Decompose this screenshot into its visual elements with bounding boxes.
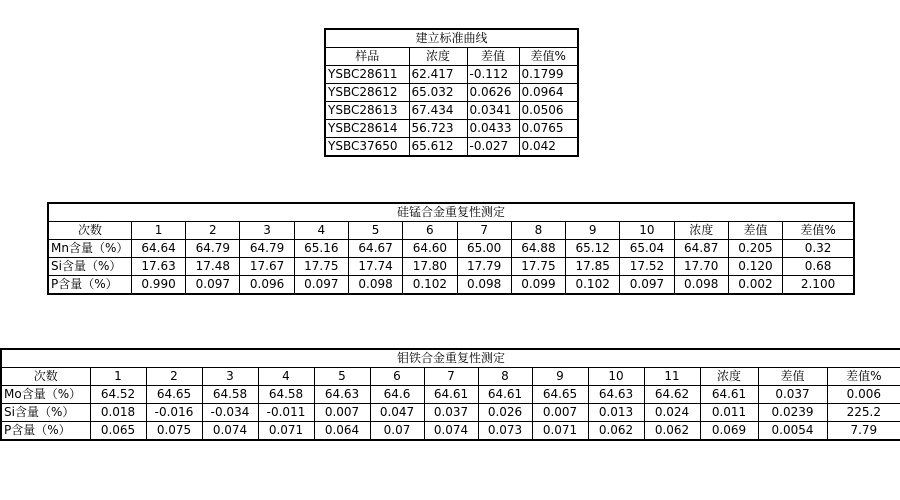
table-cell: 0.0433: [467, 120, 519, 138]
table-cell: 0.0341: [467, 102, 519, 120]
table-cell: 64.65: [146, 386, 202, 404]
table-cell: 0.062: [588, 422, 644, 441]
simn-repeatability-table: [47, 202, 855, 295]
table-cell: -0.016: [146, 404, 202, 422]
header-cell: 7: [424, 368, 478, 386]
table-row: [325, 138, 578, 157]
header-cell: 11: [644, 368, 700, 386]
table-cell: 0.68: [783, 258, 854, 276]
table-cell: 0.0626: [467, 84, 519, 102]
table-cell: 0.990: [131, 276, 185, 295]
header-cell: 10: [620, 222, 674, 240]
header-cell: 1: [90, 368, 146, 386]
header-cell: 9: [532, 368, 588, 386]
table-cell: -0.011: [258, 404, 314, 422]
table-cell: 0.037: [758, 386, 827, 404]
table-cell: 0.0964: [519, 84, 578, 102]
table-cell: 0.0054: [758, 422, 827, 441]
table-cell: 0.047: [370, 404, 424, 422]
table-cell: 65.04: [620, 240, 674, 258]
table-cell: 65.00: [457, 240, 511, 258]
table-cell: 64.58: [258, 386, 314, 404]
mofe-repeatability-table: [0, 348, 900, 441]
table-cell: 64.79: [240, 240, 294, 258]
header-cell: 3: [240, 222, 294, 240]
table-cell: 0.099: [511, 276, 565, 295]
table-cell: 0.098: [457, 276, 511, 295]
table-cell: 0.007: [532, 404, 588, 422]
table-cell: 65.612: [409, 138, 467, 157]
header-row: [48, 222, 854, 240]
table-cell: YSBC28612: [325, 84, 409, 102]
table-cell: 2.100: [783, 276, 854, 295]
table-cell: YSBC28613: [325, 102, 409, 120]
header-cell: 3: [202, 368, 258, 386]
header-cell: 1: [131, 222, 185, 240]
table-cell: 56.723: [409, 120, 467, 138]
table-cell: 64.88: [511, 240, 565, 258]
table-cell: 17.48: [186, 258, 240, 276]
table-cell: 17.79: [457, 258, 511, 276]
table-cell: 17.52: [620, 258, 674, 276]
header-row: [1, 368, 900, 386]
table-cell: 0.0506: [519, 102, 578, 120]
table-cell: 0.065: [90, 422, 146, 441]
table-title: 钼铁合金重复性测定: [1, 349, 900, 368]
table-cell: 225.2: [827, 404, 900, 422]
header-cell: 4: [258, 368, 314, 386]
table-cell: 0.007: [314, 404, 370, 422]
table-cell: YSBC28614: [325, 120, 409, 138]
header-cell: 差值%: [827, 368, 900, 386]
table-cell: 64.87: [674, 240, 728, 258]
table-cell: 64.79: [186, 240, 240, 258]
table-cell: 0.205: [728, 240, 782, 258]
table-cell: 0.097: [186, 276, 240, 295]
table-cell: 17.85: [566, 258, 620, 276]
table-cell: 64.62: [644, 386, 700, 404]
table-cell: 0.071: [532, 422, 588, 441]
table-cell: P含量（%）: [48, 276, 131, 295]
header-cell: 次数: [48, 222, 131, 240]
table-cell: 17.74: [348, 258, 402, 276]
table-cell: 0.1799: [519, 66, 578, 84]
table-cell: 67.434: [409, 102, 467, 120]
table-cell: 0.069: [700, 422, 758, 441]
header-cell: 2: [146, 368, 202, 386]
table-row: [325, 66, 578, 84]
table-cell: -0.027: [467, 138, 519, 157]
header-cell: 8: [478, 368, 532, 386]
table-cell: 0.074: [424, 422, 478, 441]
header-cell: 6: [403, 222, 457, 240]
table-cell: 17.67: [240, 258, 294, 276]
table-cell: Si含量（%）: [48, 258, 131, 276]
table-cell: YSBC28611: [325, 66, 409, 84]
header-row: [325, 48, 578, 66]
table-cell: 64.67: [348, 240, 402, 258]
table-cell: -0.112: [467, 66, 519, 84]
table-cell: 64.60: [403, 240, 457, 258]
table-cell: 0.097: [294, 276, 348, 295]
table-cell: 64.63: [588, 386, 644, 404]
table-cell: 17.75: [511, 258, 565, 276]
table-row: [325, 102, 578, 120]
table-cell: 0.0765: [519, 120, 578, 138]
header-cell: 5: [314, 368, 370, 386]
header-cell: 2: [186, 222, 240, 240]
header-cell: 浓度: [674, 222, 728, 240]
table-cell: 0.018: [90, 404, 146, 422]
header-cell: 6: [370, 368, 424, 386]
header-cell: 浓度: [409, 48, 467, 66]
table-cell: 0.002: [728, 276, 782, 295]
header-cell: 5: [348, 222, 402, 240]
table-cell: 0.098: [348, 276, 402, 295]
table-cell: 0.026: [478, 404, 532, 422]
table-title: 硅锰合金重复性测定: [48, 203, 854, 222]
table-cell: 0.064: [314, 422, 370, 441]
table-row: [1, 386, 900, 404]
table-cell: 0.037: [424, 404, 478, 422]
header-cell: 次数: [1, 368, 90, 386]
table-cell: 17.70: [674, 258, 728, 276]
table-row: [1, 404, 900, 422]
table-cell: 0.006: [827, 386, 900, 404]
table-cell: 0.062: [644, 422, 700, 441]
table-cell: 17.63: [131, 258, 185, 276]
header-cell: 样品: [325, 48, 409, 66]
table-row: [325, 84, 578, 102]
header-cell: 4: [294, 222, 348, 240]
table-cell: 0.098: [674, 276, 728, 295]
header-cell: 7: [457, 222, 511, 240]
table-cell: 64.61: [424, 386, 478, 404]
table-cell: 0.074: [202, 422, 258, 441]
table-cell: YSBC37650: [325, 138, 409, 157]
table-cell: 0.013: [588, 404, 644, 422]
table-title: 建立标准曲线: [325, 29, 578, 48]
table-cell: 65.16: [294, 240, 348, 258]
table-cell: 0.32: [783, 240, 854, 258]
table-cell: 64.65: [532, 386, 588, 404]
table-cell: 0.024: [644, 404, 700, 422]
header-cell: 差值: [467, 48, 519, 66]
table-cell: 64.6: [370, 386, 424, 404]
table-cell: 0.011: [700, 404, 758, 422]
table-cell: 0.075: [146, 422, 202, 441]
table-cell: 64.61: [478, 386, 532, 404]
table-cell: 0.07: [370, 422, 424, 441]
table-row: [48, 240, 854, 258]
table-cell: 65.032: [409, 84, 467, 102]
header-cell: 差值%: [783, 222, 854, 240]
table-cell: 0.102: [403, 276, 457, 295]
header-cell: 差值: [728, 222, 782, 240]
table-cell: Si含量（%）: [1, 404, 90, 422]
header-cell: 差值: [758, 368, 827, 386]
table-cell: 0.120: [728, 258, 782, 276]
table-cell: 65.12: [566, 240, 620, 258]
table-cell: 0.042: [519, 138, 578, 157]
standard-curve-table: [324, 28, 579, 157]
table-cell: -0.034: [202, 404, 258, 422]
header-cell: 9: [566, 222, 620, 240]
table-cell: 64.52: [90, 386, 146, 404]
table-row: [1, 422, 900, 441]
header-cell: 差值%: [519, 48, 578, 66]
table-cell: 0.097: [620, 276, 674, 295]
table-cell: 17.80: [403, 258, 457, 276]
table-row: [48, 276, 854, 295]
table-cell: Mn含量（%）: [48, 240, 131, 258]
table-cell: 0.0239: [758, 404, 827, 422]
table-row: [48, 258, 854, 276]
table-cell: 0.073: [478, 422, 532, 441]
table-cell: 7.79: [827, 422, 900, 441]
table-cell: 0.102: [566, 276, 620, 295]
table-cell: Mo含量（%）: [1, 386, 90, 404]
table-cell: 64.64: [131, 240, 185, 258]
table-cell: 64.63: [314, 386, 370, 404]
table-cell: 0.096: [240, 276, 294, 295]
header-cell: 浓度: [700, 368, 758, 386]
table-cell: 17.75: [294, 258, 348, 276]
table-cell: 64.58: [202, 386, 258, 404]
table-cell: P含量（%）: [1, 422, 90, 441]
header-cell: 8: [511, 222, 565, 240]
header-cell: 10: [588, 368, 644, 386]
table-cell: 64.61: [700, 386, 758, 404]
table-cell: 62.417: [409, 66, 467, 84]
table-cell: 0.071: [258, 422, 314, 441]
table-row: [325, 120, 578, 138]
